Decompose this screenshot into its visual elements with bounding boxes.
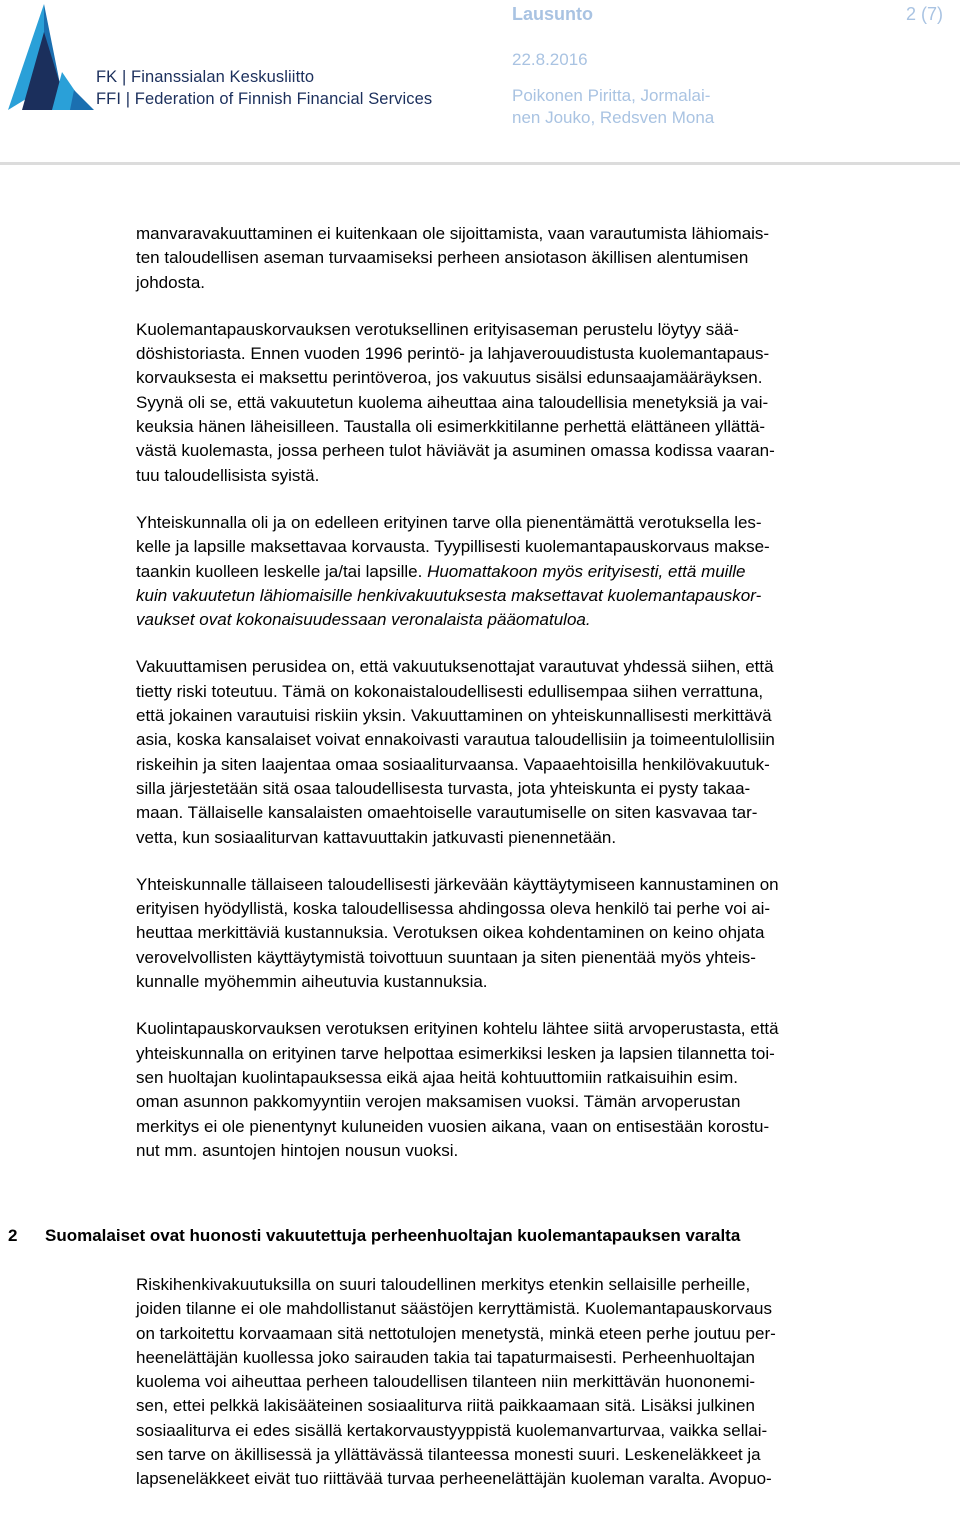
text-segment: taankin kuolleen leskelle ja/tai lapsille. xyxy=(136,561,428,581)
text-line: joiden tilanne ei ole mahdollistanut säästöjen kerryttämistä. Kuolemantapauskorvaus xyxy=(136,1299,772,1319)
text-line: yhteiskunnalla on erityinen tarve helpottaa esimerkiksi lesken ja lapsien tilannetta toi- xyxy=(136,1043,775,1063)
paragraph-3 xyxy=(136,511,956,632)
text-line: Kuolemantapauskorvauksen verotuksellinen erityisaseman perustelu löytyy sää- xyxy=(136,319,739,339)
paragraph-1 xyxy=(136,222,956,295)
text-line: keuksia hänen läheisilleen. Taustalla oli esimerkkitilanne perhettä elättäneen yllättä- xyxy=(136,417,766,437)
text-line: manvaravakuuttaminen ei kuitenkaan ole sijoittamista, vaan varautumista lähiomais- xyxy=(136,224,770,243)
text-line: sen huoltajan kuolintapauksessa eikä ajaa heitä kohtuuttomiin ratkaisuihin esim. xyxy=(136,1067,738,1087)
document-type: Lausunto xyxy=(512,4,593,24)
text-line: döshistoriasta. Ennen vuoden 1996 perintö- ja lahjaverouudistusta kuolemantapaus- xyxy=(136,344,770,364)
text-line: oman asunnon pakkomyyntiin verojen maksamisen vuoksi. Tämän arvoperustan xyxy=(136,1092,741,1112)
text-line: tuu taloudellisista syistä. xyxy=(136,465,320,485)
text-line: verovelvollisten käyttäytymistä toivottuun suuntaan ja siten pienentää myös yhteis- xyxy=(136,947,756,967)
authors-line-1: Poikonen Piritta, Jormalai- xyxy=(512,86,711,105)
logo-name-fi: FK | Finanssialan Keskusliitto xyxy=(96,68,315,86)
italic-text-line: kuin vakuutetun lähiomaisille henkivakuutuksesta maksettavat kuolemantapauskor- xyxy=(136,585,762,605)
text-line: korvauksesta ei maksettu perintöveroa, jos vakuutus sisälsi edunsaajamääräyksen. xyxy=(136,368,763,388)
text-line xyxy=(136,560,956,584)
italic-text-line: vaukset ovat kokonaisuudessaan veronalaista pääomatuloa. xyxy=(136,610,591,630)
page-number: 2 (7) xyxy=(906,4,944,24)
paragraph-4 xyxy=(136,655,956,849)
text-line: tietty riski toteutuu. Tämä on kokonaistaloudellisesti edullisempaa siihen verrattuna, xyxy=(136,681,764,701)
paragraph-2 xyxy=(136,318,956,488)
text-line: Riskihenkivakuutuksilla on suuri taloudellinen merkitys etenkin sellaisille perheille, xyxy=(136,1275,751,1294)
section-body xyxy=(136,1273,956,1515)
text-line: Kuolintapauskorvauksen verotuksen erityinen kohtelu lähtee siitä arvoperustasta, että xyxy=(136,1019,779,1039)
authors-line-2: nen Jouko, Redsven Mona xyxy=(512,108,715,127)
text-line: Syynä oli se, että vakuutetun kuolema aiheuttaa aina taloudellisia menetyksiä ja vai- xyxy=(136,392,769,412)
italic-text-segment: Huomattakoon myös erityisesti, että muille xyxy=(427,561,746,581)
text-line: johdosta. xyxy=(136,272,205,292)
section-paragraph-1 xyxy=(136,1273,956,1492)
ffi-logo xyxy=(4,2,433,114)
text-line: erityisen hyödyllistä, koska taloudellisessa ahdingossa oleva henkilö tai perhe voi ai- xyxy=(136,899,771,919)
text-line: sosiaaliturva ei edes sisällä kertakorvaustyyppistä kuolemanvarturvaa, vaikka sellai- xyxy=(136,1420,768,1440)
text-line: kuolema voi aiheuttaa perheen taloudellisen tilanteen niin merkittävän huononemi- xyxy=(136,1372,756,1392)
text-line: asia, koska kansalaiset voivat ennakoivasti varautua taloudellisiin ja toimeentulollisiin xyxy=(136,730,775,750)
text-line: on tarkoitettu korvaamaan sitä nettotulojen menetystä, minkä eteen perhe joutuu per- xyxy=(136,1323,776,1343)
section-number: 2 xyxy=(8,1226,18,1245)
section-heading xyxy=(8,1226,740,1246)
text-line: västä kuolemasta, jossa perheen tulot häviävät ja asuminen omassa kodissa vaaran- xyxy=(136,441,775,461)
paragraph-5 xyxy=(136,873,956,994)
text-line: heuttaa merkittäviä kustannuksia. Verotuksen oikea kohdentaminen on keino ohjata xyxy=(136,923,765,943)
header-divider xyxy=(0,162,960,165)
text-line: vetta, kun sosiaaliturvan kattavuuttakin jatkuvasti pienennetään. xyxy=(136,827,617,847)
text-line: lapseneläkkeet eivät tuo riittävää turvaa perheenelättäjän kuoleman varalta. Avopuo- xyxy=(136,1469,772,1489)
section-title: Suomalaiset ovat huonosti vakuutettuja perheenhuoltajan kuolemantapauksen varalta xyxy=(45,1226,741,1245)
text-line: Yhteiskunnalla oli ja on edelleen erityinen tarve olla pienentämättä verotuksella les- xyxy=(136,512,762,532)
text-line: että jokainen varautuisi riskiin yksin. Vakuuttaminen on yhteiskunnallisesti merkittävä xyxy=(136,706,772,726)
text-line: riskeihin ja siten laajentaa omaa sosiaaliturvaansa. Vapaaehtoisilla henkilövakuutuk- xyxy=(136,754,770,774)
text-line: merkitys ei ole pienentynyt kuluneiden vuosien aikana, vaan on entisestään korostu- xyxy=(136,1116,770,1136)
text-line: Yhteiskunnalle tällaiseen taloudellisesti järkevään käyttäytymiseen kannustaminen on xyxy=(136,874,779,894)
text-line: sen tarve on äkillisessä ja yllättävässä tilanteessa monesti suuri. Leskeneläkkeet ja xyxy=(136,1445,761,1465)
text-line: heenelättäjän kuollessa joko sairauden takia tai tapaturmaisesti. Perheenhuoltajan xyxy=(136,1347,756,1367)
logo-name-en: FFI | Federation of Finnish Financial Services xyxy=(96,90,433,108)
text-line: kunnalle myöhemmin aiheutuvia kustannuksia. xyxy=(136,972,488,992)
text-line: kelle ja lapsille maksettavaa korvausta. Tyypillisesti kuolemantapauskorvaus makse- xyxy=(136,537,770,557)
document-body xyxy=(136,222,956,1186)
text-line: sen, ettei pelkkä lakisääteinen sosiaaliturva riitä paikkaamaan sitä. Lisäksi julkinen xyxy=(136,1396,755,1416)
text-line: nut mm. asuntojen hintojen nousun vuoksi. xyxy=(136,1140,459,1160)
text-line: Vakuuttamisen perusidea on, että vakuutuksenottajat varautuvat yhdessä siihen, että xyxy=(136,657,774,677)
document-date: 22.8.2016 xyxy=(512,50,588,69)
text-line: maan. Tällaiselle kansalaisten omaehtoiselle varautumiselle on siten kasvavaa tar- xyxy=(136,803,758,823)
text-line: ten taloudellisen aseman turvaamiseksi perheen ansiotason äkillisen alentumisen xyxy=(136,248,749,268)
ffi-logo-mark-icon xyxy=(4,2,96,112)
text-line: silla järjestetään sitä osaa taloudellisesta turvasta, jota yhteiskunta ei pysty takaa- xyxy=(136,778,751,798)
paragraph-6 xyxy=(136,1017,956,1163)
